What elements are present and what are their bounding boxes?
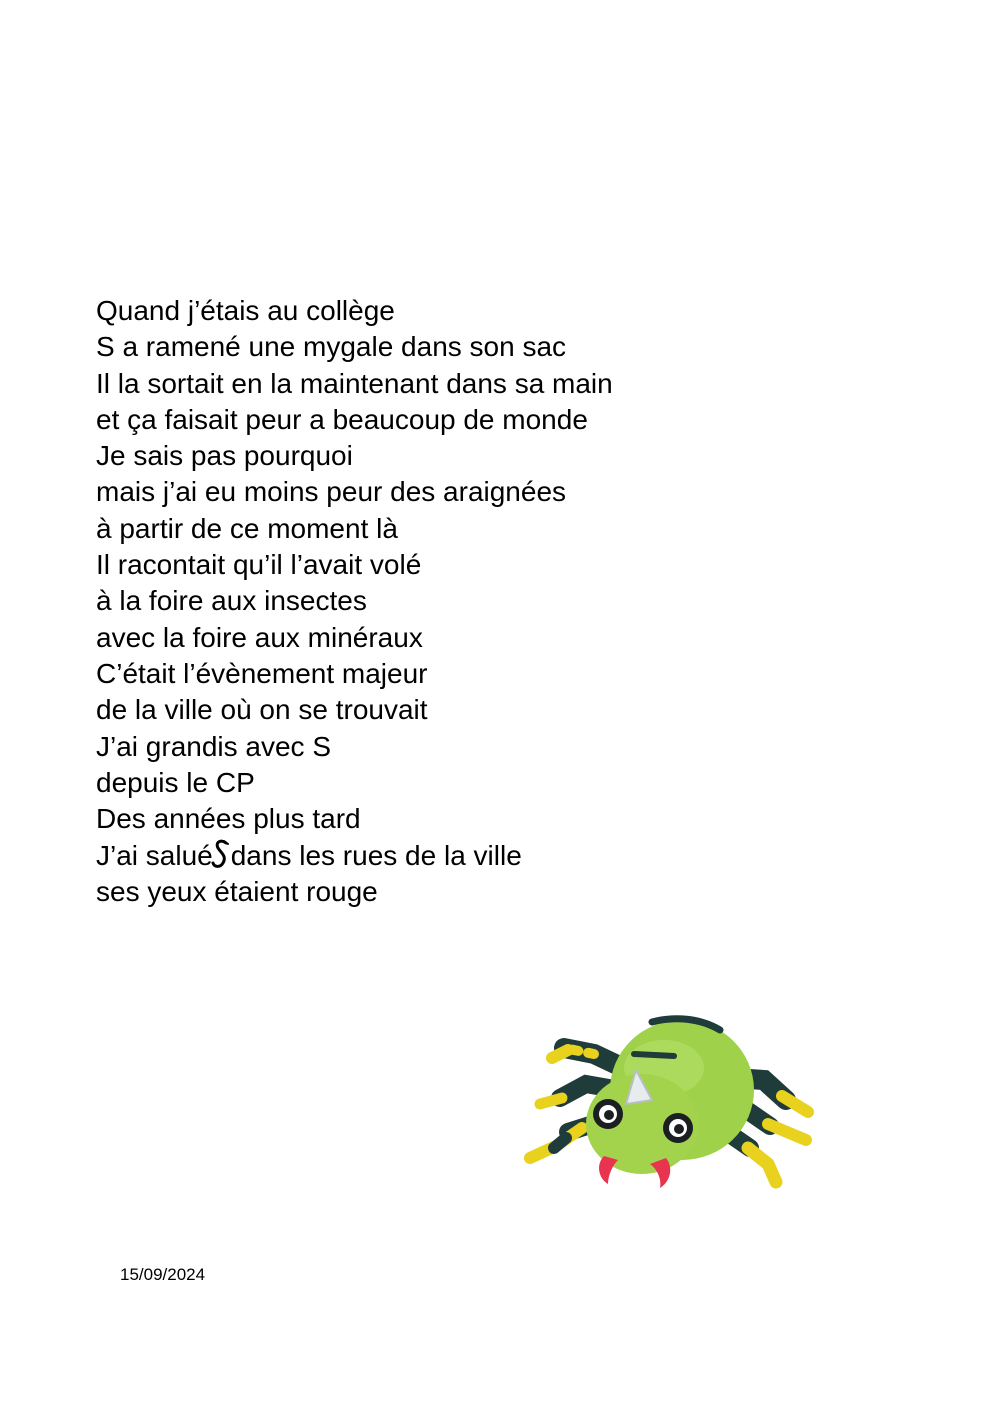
poem-line: à la foire aux insectes xyxy=(96,585,367,617)
poem-line: Des années plus tard xyxy=(96,803,361,835)
poem-line-end: dans les rues de la ville xyxy=(230,840,522,872)
poem-line: et ça faisait peur a beaucoup de monde xyxy=(96,403,588,435)
poem-line-with-scribble xyxy=(96,837,613,873)
date-stamp: 15/09/2024 xyxy=(120,1265,206,1284)
spider-eye-right xyxy=(663,1113,693,1143)
poem-line: de la ville où on se trouvait xyxy=(96,694,428,726)
poem-line: Quand j’étais au collège xyxy=(96,295,395,326)
poem-line: Il racontait qu’il l’avait volé xyxy=(96,549,422,581)
poem-line: J’ai grandis avec S xyxy=(96,730,332,762)
poem-line-start: J’ai salué xyxy=(96,840,213,872)
poem-line: ses yeux étaient rouge xyxy=(96,875,378,907)
poem xyxy=(96,293,613,910)
handwritten-s-scribble-icon xyxy=(209,837,233,871)
poem-line: à partir de ce moment là xyxy=(96,512,398,544)
poem-line: Il la sortait en la maintenant dans sa main xyxy=(96,367,613,399)
spider-face-mark xyxy=(634,1054,674,1056)
spider-eye-left xyxy=(593,1099,623,1129)
spider-fang-left xyxy=(599,1156,618,1184)
poem-line: depuis le CP xyxy=(96,766,255,798)
spider-mascot-icon xyxy=(524,1008,814,1198)
poem-line: S a ramené une mygale dans son sac xyxy=(96,331,567,363)
poem-line: mais j’ai eu moins peur des araignées xyxy=(96,476,567,508)
poem-line: C’était l’évènement majeur xyxy=(96,657,428,689)
poem-line: Je sais pas pourquoi xyxy=(96,440,353,472)
poem-line: avec la foire aux minéraux xyxy=(96,621,423,653)
